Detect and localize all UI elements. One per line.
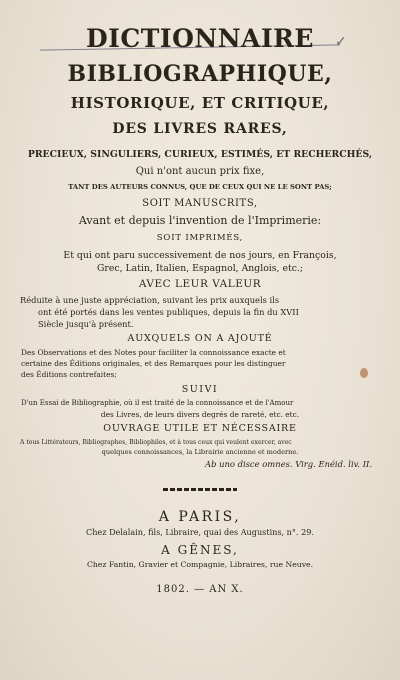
ajoute-heading: AUXQUELS ON A AJOUTÉ [127, 333, 273, 344]
ajoute-line-3: des Éditions contrefaites; [21, 370, 117, 379]
ajoute-line-1: Des Observations et des Notes pour faciliter la connoissance exacte et [21, 348, 286, 357]
ouvrage-line-2: quelques connoissances, la Librairie ancienne et moderne. [101, 448, 299, 456]
title-line-3: HISTORIQUE, ET CRITIQUE, [70, 94, 330, 112]
imprint-genes: A GÊNES, [161, 543, 239, 557]
imprint-delalain: Chez Delalain, fils, Libraire, quai des Augustins, n°. 29. [86, 527, 314, 537]
suivi-line-2: des Livres, de leurs divers degrés de rareté, etc. etc. [100, 410, 300, 419]
subtitle-manuscrits: SOIT MANUSCRITS, [142, 198, 258, 209]
subtitle-auteurs: TANT DES AUTEURS CONNUS, QUE DE CEUX QUI NE LE SONT PAS; [68, 183, 332, 191]
suivi-line-1: D'un Essai de Bibliographie, où il est traité de la connoissance et de l'Amour [21, 399, 294, 407]
title-line-2: BIBLIOGRAPHIQUE, [67, 61, 333, 87]
reduite-line-1: Réduite à une juste appréciation, suivant les prix auxquels ils [20, 295, 280, 305]
ouvrage-heading: OUVRAGE UTILE ET NÉCESSAIRE [103, 423, 297, 434]
imprint-paris: A PARIS, [158, 509, 242, 525]
pencil-mark-icon: ✓ [335, 34, 347, 50]
title-line-1: DICTIONNAIRE [86, 24, 314, 53]
suivi-heading: SUIVI [181, 384, 219, 395]
reduite-line-2: ont été portés dans les ventes publiques, depuis la fin du XVII [38, 307, 299, 317]
subtitle-imprimerie: Avant et depuis l'invention de l'Imprimerie: [78, 214, 322, 227]
subtitle-precieux: PRECIEUX, SINGULIERS, CURIEUX, ESTIMÉS, ET RECHERCHÉS, [27, 149, 373, 160]
imprint-fantin: Chez Fantin, Gravier et Compagnie, Libraires, rue Neuve. [86, 560, 314, 569]
ouvrage-quote: Ab uno disce omnes. Virg. Enéid. liv. II. [205, 459, 372, 469]
ajoute-line-2: certaine des Éditions originales, et des Remarques pour les distinguer [21, 359, 286, 368]
ornamental-rule [163, 488, 237, 491]
subtitle-paru-2: Grec, Latin, Italien, Espagnol, Anglois, etc.; [97, 263, 303, 274]
subtitle-prix: Qui n'ont aucun prix fixe, [135, 166, 265, 177]
imprint-date: 1802. — AN X. [156, 584, 244, 595]
subtitle-imprimes: SOIT IMPRIMÉS, [156, 233, 244, 243]
ouvrage-line-1: A tous Littérateurs, Bibliographes, Bibliophiles, et à tous ceux qui veulent exercer, avec [20, 439, 292, 446]
subtitle-valeur: AVEC LEUR VALEUR [138, 278, 262, 290]
title-line-4: DES LIVRES RARES, [112, 121, 288, 137]
subtitle-paru-1: Et qui ont paru successivement de nos jours, en François, [63, 250, 337, 261]
reduite-line-3: Siècle jusqu'à présent. [38, 319, 134, 329]
foxing-stain [360, 368, 368, 378]
